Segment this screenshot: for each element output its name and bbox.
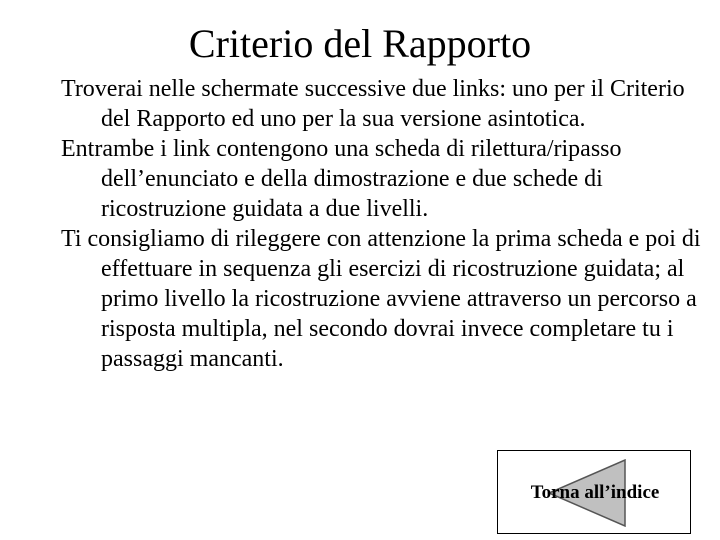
paragraph-links-content: Entrambe i link contengono una scheda di rilettura/ripasso dell’enunciato e della dimostrazione e due schede di ricostruzione guidata a due livelli. <box>61 136 622 222</box>
slide-body <box>61 74 701 374</box>
back-to-index-button[interactable] <box>497 450 691 534</box>
paragraph-advice: Ti consigliamo di rileggere con attenzione la prima scheda e poi di effettuare in sequenza gli esercizi di ricostruzione guidata; al primo livello la ricostruzione avviene attraverso un percorso a risposta multipla, nel secondo dovrai invece completare tu i passaggi mancanti. <box>61 226 701 372</box>
slide-title: Criterio del Rapporto <box>188 21 532 66</box>
paragraph-links-intro: Troverai nelle schermate successive due links: uno per il Criterio del Rapporto ed uno per la sua versione asintotica. <box>61 76 685 132</box>
back-to-index-label[interactable]: Torna all’indice <box>530 482 660 503</box>
